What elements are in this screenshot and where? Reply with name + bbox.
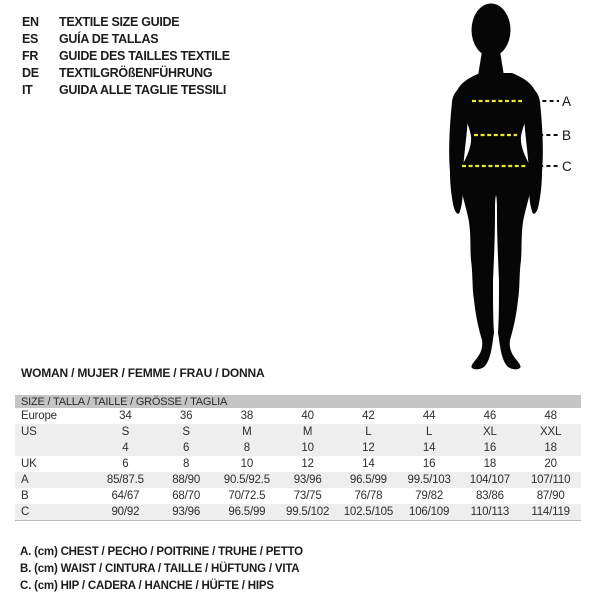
size-cell: S	[156, 424, 217, 440]
size-cell: 93/96	[156, 504, 217, 520]
size-cell: 4	[95, 440, 156, 456]
woman-silhouette-svg	[400, 0, 600, 380]
section-title: WOMAN / MUJER / FEMME / FRAU / DONNA	[21, 366, 265, 380]
language-title-block	[22, 13, 230, 99]
row-label: Europe	[21, 410, 57, 422]
size-cell: 8	[183, 458, 190, 470]
marker-label-b: B	[562, 128, 571, 143]
size-cell: 79/82	[415, 490, 444, 502]
table-row-uk	[15, 456, 581, 472]
size-cell: 42	[362, 410, 375, 422]
language-code: FR	[22, 48, 39, 63]
legend-line-chest: A. (cm) CHEST / PECHO / POITRINE / TRUHE / PETTO	[20, 546, 303, 558]
language-label: GUIDE DES TAILLES TEXTILE	[59, 48, 230, 63]
marker-label-a: A	[562, 94, 571, 109]
size-cell: 102.5/105	[338, 504, 399, 520]
language-row-fr	[22, 47, 230, 64]
row-label: US	[15, 424, 95, 440]
language-row-de	[22, 65, 230, 82]
size-cell: 76/78	[354, 490, 383, 502]
size-cell: 88/90	[156, 472, 217, 488]
language-label: GUIDA ALLE TAGLIE TESSILI	[59, 83, 227, 98]
size-cell: 85/87.5	[95, 472, 156, 488]
legend-line-hip: C. (cm) HIP / CADERA / HANCHE / HÜFTE / HIPS	[20, 579, 274, 592]
size-cell: M	[277, 424, 338, 440]
size-cell: 16	[422, 458, 436, 470]
size-cell: 10	[277, 440, 338, 456]
size-cell: 90/92	[95, 504, 156, 520]
size-cell: 110/113	[460, 504, 521, 520]
size-cell: 83/86	[475, 490, 504, 502]
size-cell: 99.5/103	[399, 472, 460, 488]
row-label	[15, 440, 95, 456]
size-cell: 64/67	[111, 490, 140, 502]
size-cell: 73/75	[293, 490, 322, 502]
size-cell: 87/90	[536, 490, 565, 502]
size-cell: S	[95, 424, 156, 440]
size-cell: 40	[301, 410, 314, 422]
row-label: UK	[21, 458, 37, 470]
size-cell: 18	[483, 458, 497, 470]
table-row-chest	[15, 472, 581, 488]
language-label: TEXTILGRÖßENFÜHRUNG	[59, 66, 213, 81]
size-cell: 18	[520, 440, 581, 456]
size-cell: 6	[156, 440, 217, 456]
size-cell: XL	[460, 424, 521, 440]
language-row-en	[22, 13, 230, 30]
table-row-us-numeric	[15, 440, 581, 456]
marker-label-c: C	[562, 159, 572, 174]
size-cell: 8	[217, 440, 278, 456]
size-cell: 46	[483, 410, 497, 422]
language-code: EN	[22, 14, 39, 29]
language-label: TEXTILE SIZE GUIDE	[59, 14, 180, 29]
language-row-it	[22, 82, 230, 99]
language-row-es	[22, 30, 230, 47]
measurement-legend	[20, 544, 303, 594]
size-cell: 104/107	[460, 472, 521, 488]
size-cell: 20	[544, 458, 557, 470]
size-cell: 68/70	[172, 490, 201, 502]
language-label: GUÍA DE TALLAS	[59, 31, 159, 46]
legend-line-waist: B. (cm) WAIST / CINTURA / TAILLE / HÜFTUNG / VITA	[20, 562, 300, 575]
language-code: DE	[22, 66, 39, 81]
size-cell: 14	[399, 440, 460, 456]
size-cell: 96.5/99	[217, 504, 278, 520]
size-table	[15, 395, 581, 521]
size-cell: 48	[544, 410, 557, 422]
size-cell: 6	[122, 458, 129, 470]
size-cell: 96.5/99	[338, 472, 399, 488]
size-cell: 107/110	[520, 472, 581, 488]
table-row-hip	[15, 504, 581, 520]
size-cell: 38	[240, 410, 254, 422]
size-cell: 99.5/102	[277, 504, 338, 520]
size-cell: L	[338, 424, 399, 440]
size-cell: 16	[460, 440, 521, 456]
row-label: A	[15, 472, 95, 488]
size-cell: XXL	[520, 424, 581, 440]
table-row-waist	[15, 488, 581, 504]
table-row-europe	[15, 408, 581, 424]
size-table-header-row	[15, 395, 581, 408]
size-cell: 36	[179, 410, 193, 422]
size-cell: 106/109	[399, 504, 460, 520]
size-cell: M	[217, 424, 278, 440]
table-row-us-letters	[15, 424, 581, 440]
size-cell: L	[399, 424, 460, 440]
size-cell: 12	[338, 440, 399, 456]
size-cell: 90.5/92.5	[217, 472, 278, 488]
size-cell: 44	[422, 410, 436, 422]
size-cell: 14	[362, 458, 375, 470]
size-cell: 12	[301, 458, 314, 470]
language-code: ES	[22, 31, 39, 46]
size-cell: 70/72.5	[228, 490, 266, 502]
size-table-header: SIZE / TALLA / TAILLE / GRÖSSE / TAGLIA	[15, 395, 581, 408]
measurement-figure	[400, 0, 600, 380]
row-label: C	[15, 504, 95, 520]
size-cell: 114/119	[520, 504, 581, 520]
language-code: IT	[22, 83, 33, 98]
silhouette-body	[456, 73, 536, 369]
size-cell: 34	[119, 410, 132, 422]
row-label: B	[21, 490, 29, 502]
size-cell: 93/96	[277, 472, 338, 488]
size-cell: 10	[240, 458, 254, 470]
